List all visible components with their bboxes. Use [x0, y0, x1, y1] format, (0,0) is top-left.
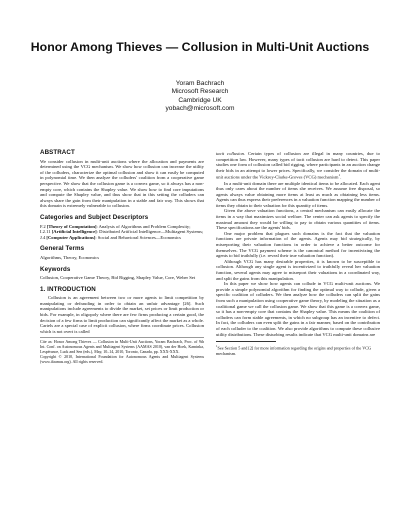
author-affiliation: Microsoft Research [171, 88, 229, 96]
author-name: Yoram Bachrach [175, 80, 225, 87]
intro-paragraph: In a multi-unit domain there are multiple identical items to be allocated. Each agent thus only cares about the number of items she receives. We assume free disposal, so agents always value obtaining more items at least as much as obtaining less items. Agents can thus express their preferences in a valuation function mapping the number of items they obtain to their valuation for this quantity of items. [216, 180, 380, 208]
intro-paragraph: Collusion is an agreement between two or more agents to limit competition by manipulating or defrauding in order to obtain an unfair advantage [26]. Such manipulations include agreements to divide the market, set prices or limit production or bids. For example, in oligopoly where there are few firms producing a certain good, the decision of a few firms to limit production can significantly affect the market as a whole. Cartels are a special case of explicit collusion, where firms coordinate prices. Collusion which is not overt is called [40, 295, 205, 334]
intro-paragraph: One major problem that plagues such domains is the fact that the valuation functions are private information of the agents. Agents may bid strategically, by misreporting their valuation functions in order to achieve a better outcome for themselves. The VCG payment scheme is the canonical method for incentivizing the agents to bid truthfully (i.e. reveal their true valuation function). [216, 230, 380, 259]
left-column [40, 150, 204, 364]
category-item: F.2 [Theory of Computation]: Analysis of Algorithms and Problem Complexity; [40, 223, 191, 229]
categories-heading: Categories and Subject Descriptors [40, 213, 149, 221]
abstract-text: We consider collusion in multi-unit auctions where the allocation and payments are determined using the VCG mechanism. We show how collusion can increase the utility of the colluders, characterize the optimal collusion and show it can easily be computed in polynomial time. We then analyze the colluders' coalition from a cooperative game perspective. We show that the collusion game is a convex game, so it always has a non-empty core, which contains the Shapley value. We show how to find core imputations and compute the Shapley value, and thus show that in this setting the colluders can always share the gain from their manipulation in a stable and fair way. This shows that this domain is extremely vulnerable to collusion. [40, 158, 204, 209]
general-terms-heading: General Terms [40, 245, 85, 253]
intro-paragraph: In this paper we show how agents can collude in VCG multi-unit auctions. We provide a simple polynomial algorithm for finding the optimal way to collude, given a specific coalition of colluders. We then analyze how the colluders can split the gains from such a manipulation using cooperative game theory, by modeling the situation as a coalitional game we call the collusion game. We show that this game is a convex game, so it has a non-empty core that contains the Shapley value. This means the coalition of colluders can form stable agreements, in which no subgroup has an incentive to defect. In fact, the colluders can even split the gains in a fair manner, based on the contribution of each colluder to the coalition. We also provide algorithms to compute these collusive utility distributions. These disturbing results indicate that VCG multi-unit domains are [216, 281, 380, 337]
right-column [216, 151, 380, 356]
intro-paragraph: Although VCG has many desirable properties, it is known to be susceptible to collusion. Although any single agent is incentivized to truthfully reveal her valuation function, several agents may agree to misreport their valuations in a coordinated way, and split the gains from this manipulation. [216, 258, 380, 281]
abstract-heading: ABSTRACT [40, 149, 75, 156]
author-location: Cambridge UK [178, 96, 222, 104]
category-item: I.2.11 [Artificial Intelligence]: Distributed Artificial Intelligence—Multiagent Systems; [40, 229, 204, 235]
keywords-heading: Keywords [40, 265, 71, 273]
copyright-notice [40, 337, 204, 364]
intro-paragraph: Given the above valuation functions, a central mechanism can easily allocate the items in a way that maximizes social welfare. The center can ask agents to specify the maximal amount they would be willing to pay to obtain various quantities of items. These specifications are the agents' bids. [216, 208, 380, 231]
footnote: $^1$See Section 5 and [2] for more information regarding the origins and properties of the VCG mechanism. [216, 344, 372, 356]
author-block [0, 80, 400, 114]
general-terms-text: Algorithms, Theory, Economics [40, 254, 100, 260]
footnote-divider [216, 341, 276, 342]
citation-text: Cite as: Honor Among Thieves — Collusion in Multi-Unit Auctions, Yoram Bachrach, Proc. of 9th Int. Conf. on Autonomous Agents and Multiagent Systems (AAMAS 2010), van der Hoek, Kaminka, Lespérance, Luck and Sen (eds.), May, 10–14, 2010, Toronto, Canada, pp. XXX-XXX. [40, 339, 204, 355]
paper-title: Honor Among Thieves — Collusion in Multi-Unit Auctions [30, 40, 370, 54]
copyright-text: Copyright © 2010, International Foundation for Autonomous Agents and Multiagent Systems (www.ifaamas.org). All rights reserved. [40, 353, 204, 364]
intro-paragraph: tacit collusion. Certain types of collusion are illegal in many countries, due to competition law. However, many types of tacit collusion are hard to detect. This paper studies one form of collusion called bid rigging, where participants in an auction change their bids in an attempt to lower prices. Specifically, we consider the domain of multi-unit auctions under the Vickrey-Clarke-Groves (VCG) mechanism$^1$. [216, 151, 380, 180]
keywords-text: Collusion, Cooperative Game Theory, Bid Rigging, Shapley Value, Core, Weber Set [40, 275, 196, 281]
category-item: J.4 [Computer Applications]: Social and Behavioral Sciences—Economics [40, 234, 181, 240]
introduction-heading: 1. INTRODUCTION [40, 285, 96, 293]
author-email: yobach@microsoft.com [165, 105, 235, 113]
